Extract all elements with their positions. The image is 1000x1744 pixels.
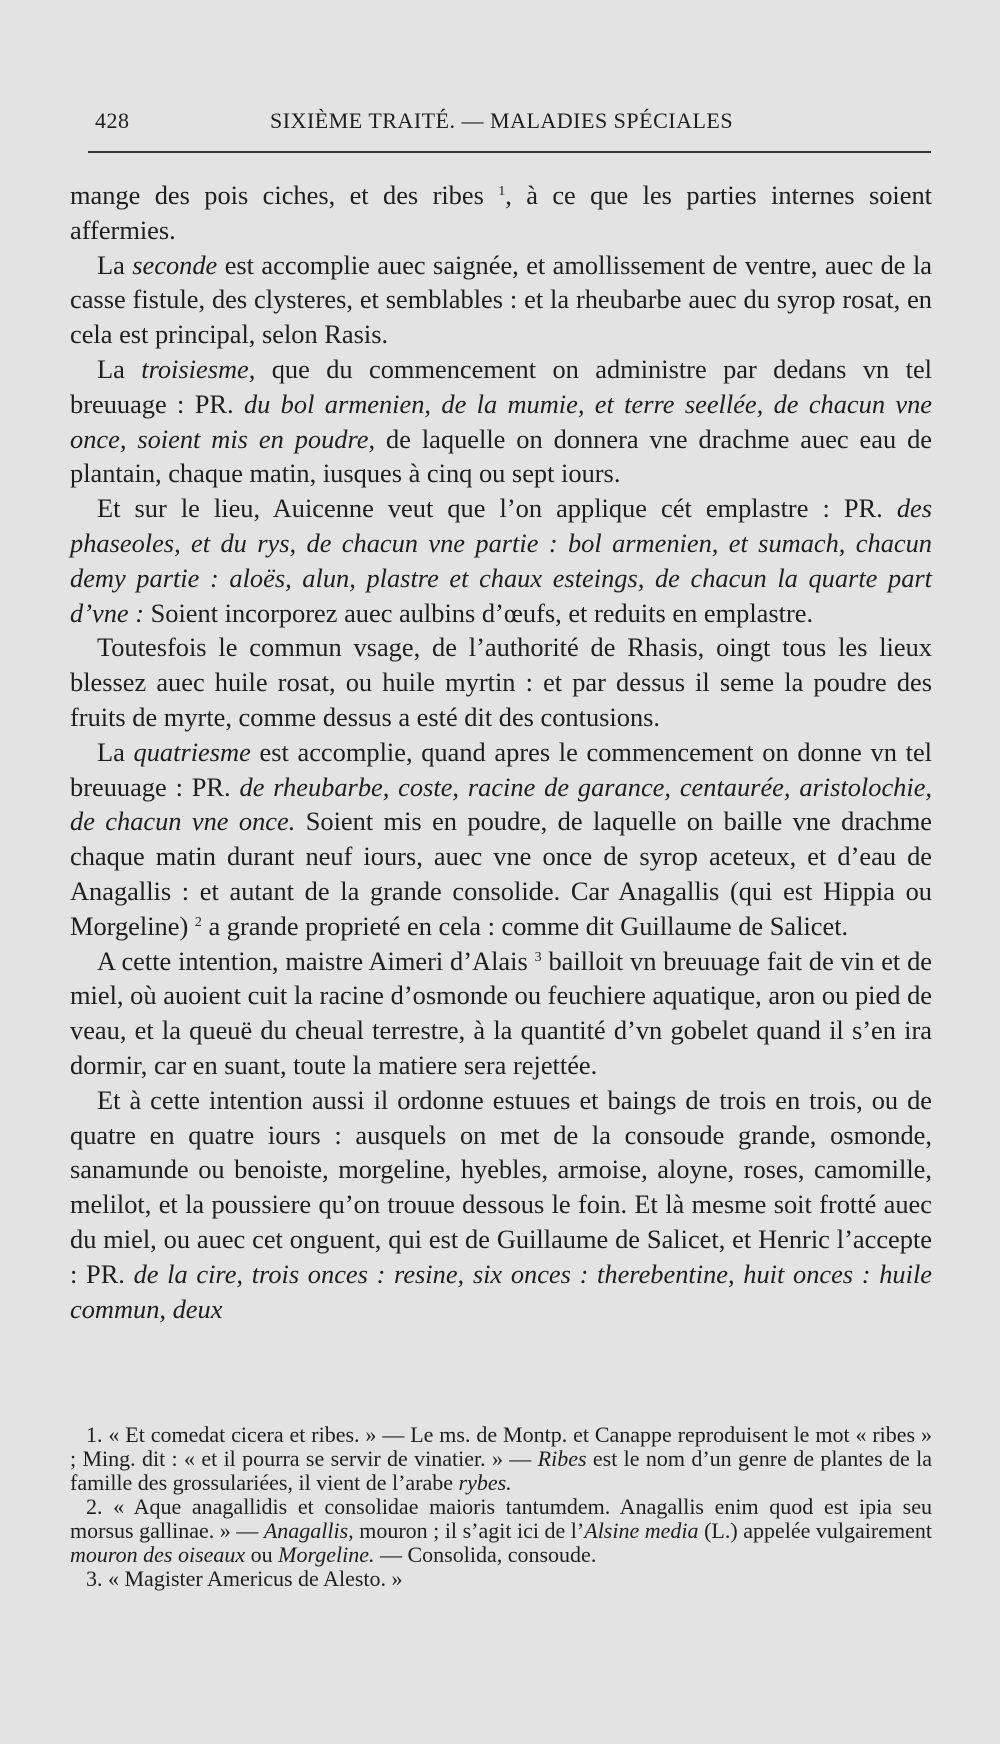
- italic-text: mouron des oiseaux: [70, 1542, 246, 1567]
- text-run: A cette intention, maistre Aimeri d’Alais: [97, 945, 535, 976]
- text-run: 1. « Et comedat cicera et ribes. » — Le ms. de Montp. et Canappe reproduisent le mot « ribes » ; Ming. dit : « et il pourra se servir de vinatier. » —: [70, 1422, 932, 1471]
- paragraph: [70, 1083, 932, 1327]
- text-run: Et sur le lieu, Auicenne veut que l’on applique cét emplastre : PR.: [97, 493, 897, 524]
- text-run: 3. « Magister Americus de Alesto. »: [86, 1566, 403, 1591]
- footnote-ref: 1: [498, 184, 506, 199]
- italic-text: Morgeline.: [278, 1542, 375, 1567]
- text-run: Soient mis en poudre, de laquelle on baille vne drachme chaque matin durant neuf iours, auec vne once de syrop aceteux, et d’eau de Anagallis : et autant de la grande consolide. Car Anagallis (qui est Hippia ou Morgeline): [70, 806, 932, 941]
- paragraph: [70, 735, 932, 944]
- italic-text: des phaseoles, et du rys, de chacun vne partie : bol armenien, et sumach, chacun demy partie : aloës, alun, plastre et chaux esteings, de chacun la quarte part d’vne :: [70, 493, 932, 628]
- text-run: est accomplie, quand apres le commencement on donne vn tel breuuage : PR.: [70, 736, 932, 802]
- italic-text: du bol armenien, de la mumie, et terre seellée, de chacun vne once, soient mis en poudre,: [70, 388, 932, 454]
- text-run: 2. « Aque anagallidis et consolidae maioris tantumdem. Anagallis enim quod est ipia seu morsus gallinae. » —: [70, 1494, 932, 1543]
- text-run: de laquelle on donnera vne drachme auec eau de plantain, chaque matin, iusques à cinq ou sept iours.: [70, 423, 933, 489]
- paragraph: [70, 491, 932, 630]
- text-run: Soient incorporez auec aulbins d’œufs, et reduits en emplastre.: [144, 597, 814, 628]
- footnote-2: [70, 1495, 932, 1567]
- page-number: 428: [95, 108, 130, 133]
- main-text: [70, 178, 932, 1326]
- footnote-1: [70, 1423, 932, 1495]
- text-run: que du commencement on administre par dedans vn tel breuuage : PR.: [70, 353, 932, 419]
- italic-text: Anagallis,: [263, 1518, 354, 1543]
- italic-text: quatriesme: [133, 736, 251, 767]
- text-run: La: [97, 353, 142, 384]
- paragraph: [70, 248, 932, 352]
- footnote-ref: 3: [534, 949, 542, 965]
- text-run: Et à cette intention aussi il ordonne estuues et baings de trois en trois, ou de quatre en quatre iours : ausquels on met de la consoude grande, osmonde, sanamunde ou benoiste, morgeline, hyebles, armoise, aloyne, roses, camomille, melilot, et la poussiere qu’on trouue dessous le foin. Et là mesme soit frotté auec du miel, ou auec cet onguent, qui est de Guillaume de Salicet, et Henric l’accepte : PR.: [70, 1084, 932, 1289]
- text-run: La: [97, 249, 133, 280]
- footnote-3: [70, 1567, 932, 1591]
- text-run: est le nom d’un genre de plantes de la famille des grossulariées, il vient de l’arabe: [70, 1446, 932, 1495]
- text-run: La: [97, 736, 134, 767]
- text-run: (L.) appelée vulgairement: [698, 1518, 932, 1543]
- text-run: Toutesfois le commun vsage, de l’authorité de Rhasis, oingt tous les lieux blessez auec huile rosat, ou huile myrtin : et par dessus il seme la poudre des fruits de myrte, comme dessus a esté dit des contusions.: [70, 632, 932, 732]
- italic-text: seconde: [132, 249, 218, 280]
- paragraph: [70, 352, 932, 491]
- text-run: , à ce que les parties internes soient affermies.: [70, 180, 932, 245]
- running-title: SIXIÈME TRAITÉ. — MALADIES SPÉCIALES: [270, 108, 734, 133]
- header-rule: [88, 151, 931, 153]
- italic-text: rybes.: [458, 1470, 512, 1495]
- text-run: a grande proprieté en cela : comme dit Guillaume de Salicet.: [201, 910, 849, 941]
- paragraph: [70, 630, 932, 734]
- paragraph: [70, 944, 932, 1083]
- text-run: est accomplie auec saignée, et amollissement de ventre, auec de la casse fistule, des clysteres, et semblables : et la rheubarbe auec du syrop rosat, en cela est principal, selon Rasis.: [70, 249, 932, 350]
- text-run: ou: [245, 1542, 279, 1567]
- text-run: — Consolida, consoude.: [374, 1542, 597, 1567]
- paragraph: [70, 178, 932, 248]
- footnote-ref: 2: [194, 914, 202, 930]
- text-run: mange des pois ciches, et des ribes: [70, 180, 499, 210]
- text-run: mouron ; il s’agit ici de l’: [353, 1518, 585, 1543]
- italic-text: Ribes: [537, 1446, 587, 1471]
- footnotes: [70, 1423, 932, 1591]
- italic-text: Alsine media: [584, 1518, 699, 1543]
- italic-text: troisiesme,: [141, 353, 256, 384]
- text-run: bailloit vn breuuage fait de vin et de miel, où auoient cuit la racine d’osmonde ou feuchiere aquatique, aron ou pied de veau, et la queuë du cheual terrestre, à la quantité d’vn gobelet quand il s’en ira dormir, car en suant, toute la matiere sera rejettée.: [70, 945, 933, 1080]
- italic-text: de la cire, trois onces : resine, six onces : therebentine, huit onces : huile commun, deux: [70, 1258, 932, 1324]
- italic-text: de rheubarbe, coste, racine de garance, centaurée, aristolochie, de chacun vne once.: [70, 771, 933, 837]
